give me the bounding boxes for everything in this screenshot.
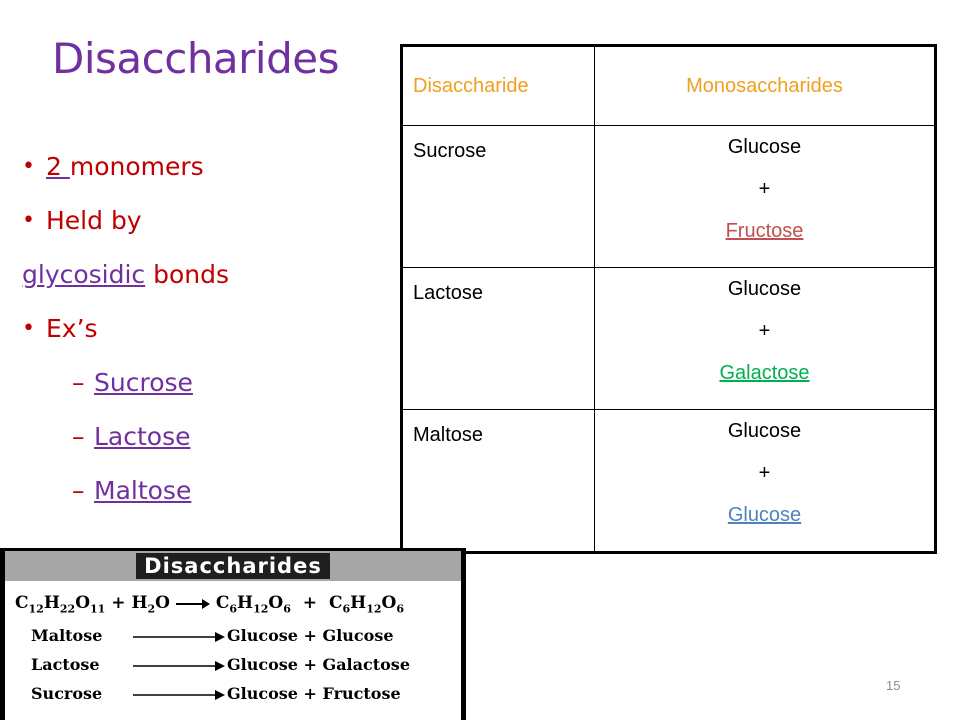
reaction-products: Glucose + Fructose bbox=[227, 684, 401, 703]
reaction-arrow-icon bbox=[133, 689, 225, 701]
monosaccharide-2[interactable]: Glucose bbox=[727, 504, 802, 526]
maltose-link[interactable]: Maltose bbox=[94, 476, 192, 505]
table-header-row bbox=[402, 46, 936, 126]
dash: – bbox=[72, 368, 85, 397]
plus-sign: + bbox=[758, 178, 771, 200]
reaction-row bbox=[5, 684, 461, 710]
reaction-row bbox=[5, 626, 461, 652]
sub-bullet-maltose bbox=[22, 464, 402, 518]
monosaccharide-1: Glucose bbox=[727, 420, 802, 442]
column-header-disaccharide: Disaccharide bbox=[402, 46, 595, 126]
reactant-water-formula: $H_2O$ bbox=[131, 593, 170, 616]
disaccharide-table bbox=[400, 44, 937, 554]
reaction-products: Glucose + Glucose bbox=[227, 626, 394, 645]
dash: – bbox=[72, 476, 85, 505]
sub-bullet-lactose bbox=[22, 410, 402, 464]
disaccharide-name: Maltose bbox=[402, 410, 595, 553]
lactose-link[interactable]: Lactose bbox=[94, 422, 191, 451]
bullet-item-glycosidic bbox=[22, 248, 402, 302]
sucrose-link[interactable]: Sucrose bbox=[94, 368, 193, 397]
bullet-item-monomers bbox=[22, 140, 402, 194]
dash: – bbox=[72, 422, 85, 451]
bullet-dot: • bbox=[22, 316, 35, 341]
monosaccharide-cell bbox=[595, 410, 936, 553]
reaction-row bbox=[5, 655, 461, 681]
reaction-arrow-icon bbox=[133, 631, 225, 643]
disaccharide-name: Lactose bbox=[402, 268, 595, 410]
monosaccharide-2[interactable]: Galactose bbox=[719, 362, 810, 384]
glycosidic-link[interactable]: glycosidic bbox=[22, 260, 146, 289]
table-row bbox=[402, 268, 936, 410]
page-number: 15 bbox=[886, 678, 901, 693]
monosaccharide-2[interactable]: Fructose bbox=[725, 220, 804, 242]
bullet-list bbox=[22, 140, 402, 518]
column-header-monosaccharides: Monosaccharides bbox=[595, 46, 936, 126]
reactant-sucrose-formula: $C_{12}H_{22}O_{11}$ bbox=[15, 593, 106, 616]
monosaccharide-1: Glucose bbox=[727, 278, 802, 300]
monosaccharide-1: Glucose bbox=[727, 136, 802, 158]
plus-sign: + bbox=[758, 462, 771, 484]
reaction-substrate: Sucrose bbox=[31, 684, 103, 703]
product-glucose-formula: $C_6H_{12}O_6$ bbox=[215, 593, 291, 616]
disaccharides-figure bbox=[0, 548, 466, 720]
table-row bbox=[402, 126, 936, 268]
disaccharide-name: Sucrose bbox=[402, 126, 595, 268]
monosaccharide-cell bbox=[595, 268, 936, 410]
bullet-dot: • bbox=[22, 208, 35, 233]
plus-sign: + bbox=[758, 320, 771, 342]
slide-title: Disaccharides bbox=[52, 34, 339, 83]
reaction-substrate: Lactose bbox=[31, 655, 100, 674]
monomer-count[interactable]: 2 bbox=[46, 152, 70, 181]
reaction-substrate: Maltose bbox=[31, 626, 103, 645]
plus-sign: + bbox=[111, 593, 126, 613]
bullet-item-examples bbox=[22, 302, 402, 356]
figure-header-text: Disaccharides bbox=[136, 553, 330, 579]
reaction-arrow-icon bbox=[133, 660, 225, 672]
product-glucose-formula: $C_6H_{12}O_6$ bbox=[328, 593, 404, 616]
monosaccharide-cell bbox=[595, 126, 936, 268]
bullet-dot: • bbox=[22, 154, 35, 179]
monomers-label: monomers bbox=[69, 152, 204, 181]
hydrolysis-equation bbox=[15, 593, 404, 615]
figure-panel bbox=[5, 551, 461, 720]
held-by-label: Held by bbox=[46, 206, 142, 235]
plus-sign: + bbox=[302, 593, 318, 613]
bonds-label: bonds bbox=[145, 260, 230, 289]
examples-label: Ex’s bbox=[46, 314, 98, 343]
bullet-item-held-by bbox=[22, 194, 402, 248]
figure-header bbox=[5, 551, 461, 581]
reaction-products: Glucose + Galactose bbox=[227, 655, 410, 674]
sub-bullet-sucrose bbox=[22, 356, 402, 410]
table-row bbox=[402, 410, 936, 553]
reaction-arrow-icon bbox=[176, 598, 210, 610]
